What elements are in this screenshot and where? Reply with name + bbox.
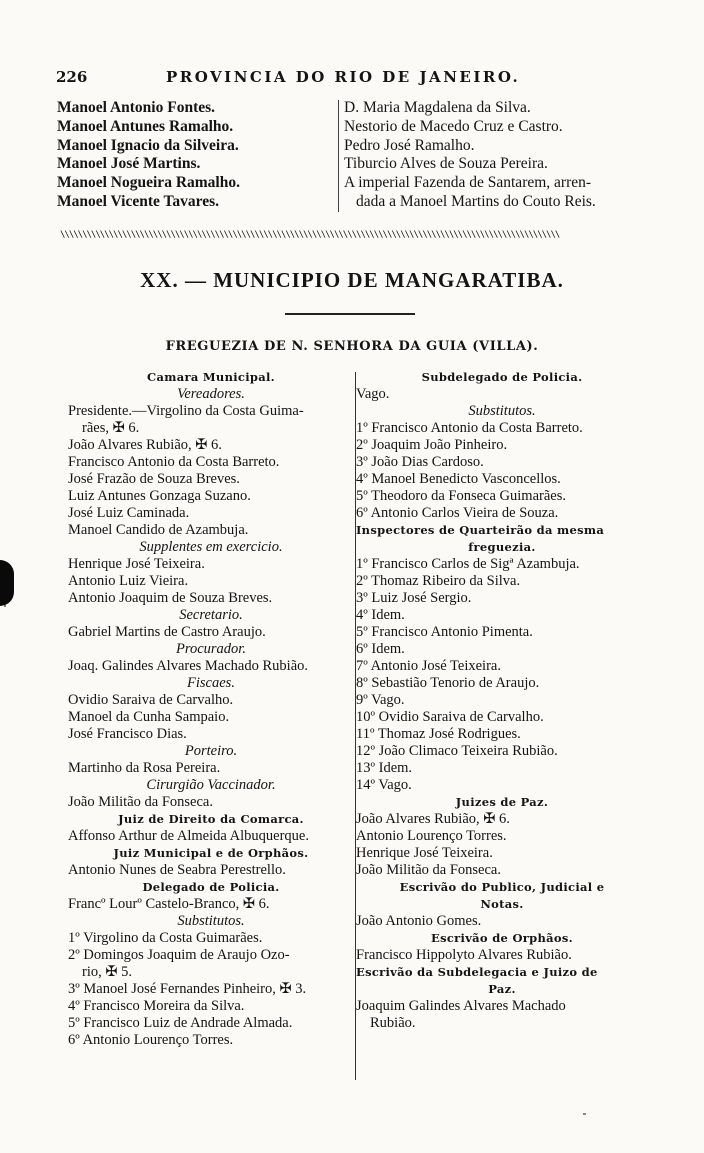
role-heading: Fiscaes. [187, 675, 235, 691]
entry-line: 9º Vago. [356, 692, 405, 708]
ornamental-divider [60, 230, 636, 240]
list-item: Tiburcio Alves de Souza Pereira. [344, 155, 548, 173]
entry-line: Ovidio Saraiva de Carvalho. [68, 692, 234, 708]
entry-line: 12º João Climaco Teixeira Rubião. [356, 743, 558, 759]
entry-line: 1º Virgolino da Costa Guimarães. [68, 930, 263, 946]
role-heading: Supplentes em exercicio. [139, 539, 283, 555]
list-item: Manoel Antunes Ramalho. [57, 117, 234, 135]
entry-line: Affonso Arthur de Almeida Albuquerque. [68, 828, 309, 844]
entry-line: João Militão da Fonseca. [68, 794, 213, 810]
top-column-divider [338, 100, 339, 212]
entry-line: rio, ✠ 5. [82, 964, 133, 980]
entry-line: Presidente.—Virgolino da Costa Guima- [68, 403, 304, 419]
section-heading: Juizes de Paz. [455, 795, 549, 809]
entry-line: João Militão da Fonseca. [356, 862, 501, 878]
list-item: A imperial Fazenda de Santarem, arren- [344, 174, 592, 192]
list-item: Pedro José Ramalho. [344, 136, 475, 154]
entry-line: Vago. [356, 386, 390, 402]
speck-mark [583, 1113, 586, 1115]
entry-line: Joaq. Galindes Alvares Machado Rubião. [68, 658, 309, 674]
top-list-right [344, 99, 596, 212]
section-heading: Notas. [480, 897, 524, 911]
role-heading: Porteiro. [184, 743, 238, 759]
entry-line: João Alvares Rubião, ✠ 6. [68, 437, 222, 453]
list-item: D. Maria Magdalena da Silva. [344, 99, 531, 116]
entry-line: 4º Manoel Benedicto Vasconcellos. [356, 471, 561, 487]
left-column [68, 369, 354, 1049]
entry-line: 6º Antonio Lourenço Torres. [68, 1032, 234, 1048]
section-heading: Subdelegado de Policia. [421, 370, 583, 384]
page-title: PROVINCIA DO RIO DE JANEIRO. [166, 68, 521, 86]
entry-line: José Luiz Caminada. [68, 505, 190, 521]
entry-line: Francisco Hippolyto Alvares Rubião. [356, 947, 572, 963]
entry-line: 1º Francisco Antonio da Costa Barreto. [356, 420, 583, 436]
entry-line: José Frazão de Souza Breves. [68, 471, 240, 487]
list-item: Nestorio de Macedo Cruz e Castro. [344, 117, 563, 135]
entry-line: 2º Joaquim João Pinheiro. [356, 437, 508, 453]
section-heading: freguezia. [468, 540, 536, 554]
entry-line: 2º Thomaz Ribeiro da Silva. [356, 573, 521, 589]
entry-line: Henrique José Teixeira. [68, 556, 205, 572]
section-heading: Escrivão do Publico, Judicial e [399, 880, 605, 894]
speck-mark [4, 605, 6, 607]
entry-line: Rubião. [370, 1015, 416, 1031]
entry-line: José Francisco Dias. [68, 726, 187, 742]
section-heading: Inspectores de Quarteirão da mesma [356, 523, 605, 537]
entry-line: Antonio Luiz Vieira. [68, 573, 189, 589]
entry-line: Antonio Joaquim de Souza Breves. [68, 590, 273, 606]
entry-line: 1º Francisco Carlos de Sigª Azambuja. [356, 556, 580, 572]
entry-line: 3º Manoel José Fernandes Pinheiro, ✠ 3. [68, 981, 307, 997]
entry-line: Antonio Lourenço Torres. [356, 828, 507, 844]
entry-line: Luiz Antunes Gonzaga Suzano. [68, 488, 251, 504]
entry-line: 8º Sebastião Tenorio de Araujo. [356, 675, 540, 691]
entry-line: 13º Idem. [356, 760, 413, 776]
section-heading: Paz. [488, 982, 516, 996]
entry-line: 4º Idem. [356, 607, 405, 623]
entry-line: Manoel Candido de Azambuja. [68, 522, 249, 538]
entry-line: João Antonio Gomes. [356, 913, 482, 929]
entry-line: 7º Antonio José Teixeira. [356, 658, 501, 674]
entry-line: 3º Luiz José Sergio. [356, 590, 472, 606]
entry-line: 5º Francisco Antonio Pimenta. [356, 624, 533, 640]
section-heading: Juiz Municipal e de Orphãos. [113, 846, 309, 860]
entry-line: Manoel da Cunha Sampaio. [68, 709, 230, 725]
entry-line: 2º Domingos Joaquim de Araujo Ozo- [68, 947, 290, 963]
entry-line: 3º João Dias Cardoso. [356, 454, 484, 470]
right-column [356, 369, 648, 1032]
role-heading: Cirurgião Vaccinador. [146, 777, 276, 793]
section-heading: Juiz de Direito da Comarca. [118, 812, 304, 826]
section-heading: Escrivão de Orphãos. [431, 931, 573, 945]
entry-line: Antonio Nunes de Seabra Perestrello. [68, 862, 286, 878]
top-list-left [57, 99, 240, 212]
section-heading: Escrivão da Subdelegacia e Juizo de [356, 965, 598, 979]
entry-line: Joaquim Galindes Alvares Machado [356, 998, 566, 1014]
role-heading: Substitutos. [468, 403, 536, 419]
entry-line: Henrique José Teixeira. [356, 845, 493, 861]
list-item: Manoel José Martins. [57, 155, 201, 173]
municipio-title: XX. — MUNICIPIO DE MANGARATIBA. [140, 268, 564, 292]
list-item: Manoel Antonio Fontes. [57, 99, 216, 116]
role-heading: Secretario. [179, 607, 243, 623]
entry-line: 11º Thomaz José Rodrigues. [356, 726, 521, 742]
ornament-glyphs: \\\\\\\\\\\\\\\\\\\\\\\\\\\\\\\\\\\\\\\\\\\\\\\\\\\\\\\\\\\\\\\\\\\\\\\\\\\\\\\\\\\\\\\\\\\\\\\\\\\\\\\\\\\\\\\\\ [60, 230, 560, 240]
list-item: Manoel Vicente Tavares. [57, 192, 220, 210]
entry-line: 6º Idem. [356, 641, 405, 657]
entry-line: Gabriel Martins de Castro Araujo. [68, 624, 266, 640]
entry-line: João Alvares Rubião, ✠ 6. [356, 811, 510, 827]
list-item: Manoel Ignacio da Silveira. [57, 136, 239, 154]
title-rule [285, 313, 415, 315]
entry-line: 4º Francisco Moreira da Silva. [68, 998, 245, 1014]
entry-line: 5º Theodoro da Fonseca Guimarães. [356, 488, 566, 504]
freguezia-title: FREGUEZIA DE N. SENHORA DA GUIA (VILLA). [165, 339, 539, 354]
page-number: 226 [56, 68, 88, 86]
entry-line: 5º Francisco Luiz de Andrade Almada. [68, 1015, 293, 1031]
entry-line: 6º Antonio Carlos Vieira de Souza. [356, 505, 559, 521]
role-heading: Procurador. [176, 641, 246, 657]
entry-line: rães, ✠ 6. [82, 420, 140, 436]
list-item: Manoel Nogueira Ramalho. [57, 174, 240, 192]
section-heading: Camara Municipal. [147, 370, 275, 384]
entry-line: 10º Ovidio Saraiva de Carvalho. [356, 709, 544, 725]
role-heading: Vereadores. [177, 386, 245, 402]
entry-line: Martinho da Rosa Pereira. [68, 760, 221, 776]
entry-line: Francisco Antonio da Costa Barreto. [68, 454, 280, 470]
list-item: dada a Manoel Martins do Couto Reis. [356, 192, 596, 210]
binding-shadow-mark [0, 560, 14, 606]
role-heading: Substitutos. [177, 913, 245, 929]
section-heading: Delegado de Policia. [142, 880, 280, 894]
entry-line: 14º Vago. [356, 777, 412, 793]
entry-line: Francº Lourº Castelo-Branco, ✠ 6. [68, 896, 270, 912]
